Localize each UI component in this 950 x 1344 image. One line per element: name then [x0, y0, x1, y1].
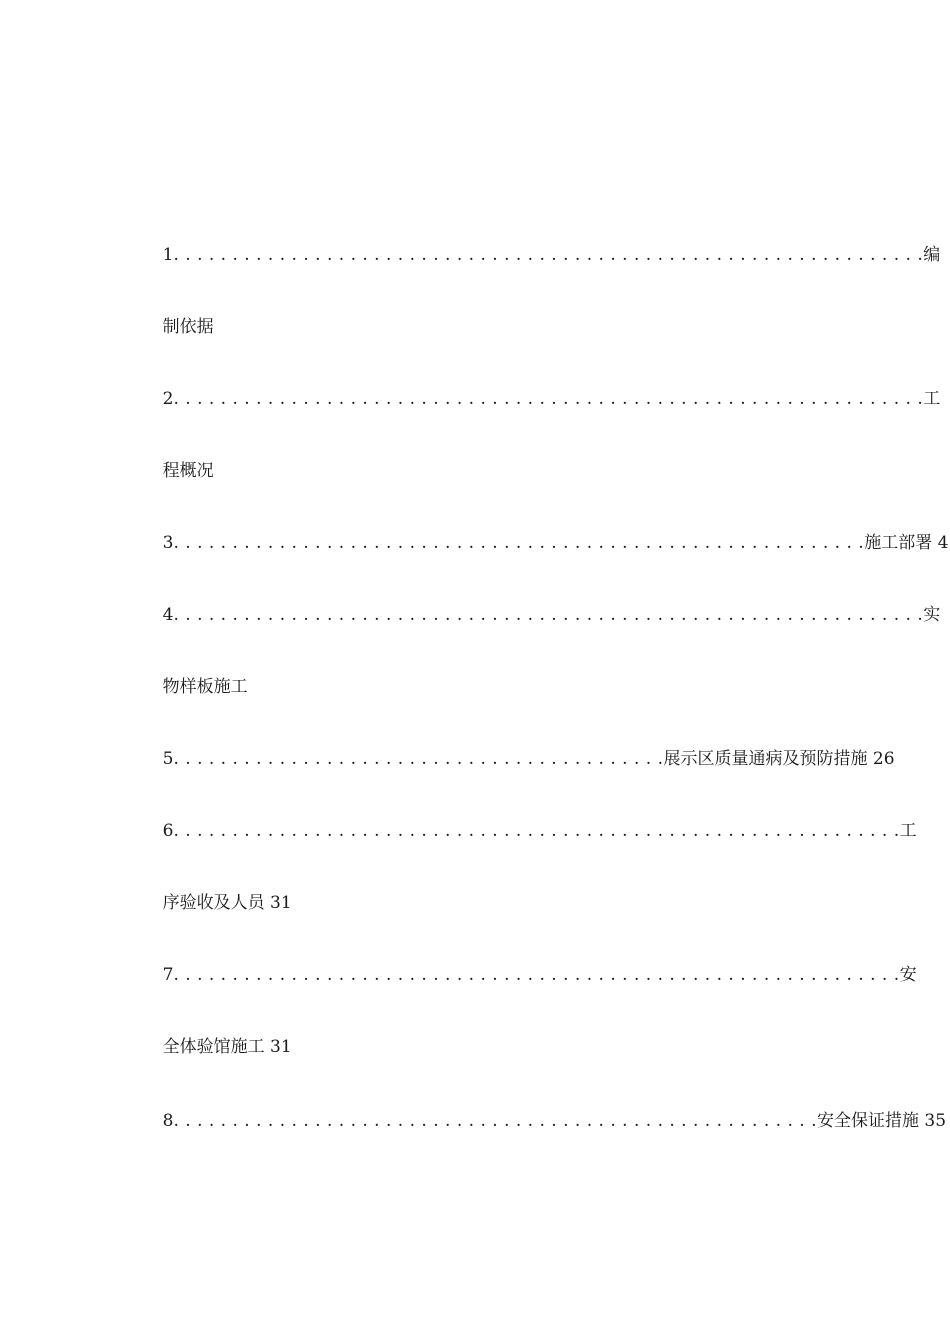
toc-leader-dots: . . . . . . . . . . . . . . . . . . . . . . . . . . . . . . . . . . . . . . . . . . . . . . . . . . . . . . . . . . . . . . [173, 821, 900, 841]
toc-entry-title: 工 [923, 389, 941, 409]
toc-leader-dots: . . . . . . . . . . . . . . . . . . . . . . . . . . . . . . . . . . . . . . . . . . . . . . . . . . . . . . . . . . . . . . . . [173, 605, 924, 625]
toc-entry-7[interactable] [141, 942, 917, 1008]
toc-entry-title-continued: 全体验馆施工 31 [162, 1037, 292, 1057]
toc-entry-2-wrap[interactable] [141, 438, 214, 504]
toc-entry-7-wrap[interactable] [141, 1014, 292, 1080]
toc-entry-number: 8 [162, 1111, 174, 1131]
toc-entry-title: 展示区质量通病及预防措施 26 [663, 749, 895, 769]
toc-entry-number: 7 [162, 965, 174, 985]
toc-leader-dots: . . . . . . . . . . . . . . . . . . . . . . . . . . . . . . . . . . . . . . . . . . . . . . . . . . . . . . . . . . . . . . . . [173, 389, 924, 409]
toc-entry-3[interactable] [141, 510, 948, 576]
toc-entry-8[interactable] [141, 1088, 946, 1154]
toc-entry-4[interactable] [141, 582, 940, 648]
toc-entry-6[interactable] [141, 798, 917, 864]
toc-entry-number: 5 [162, 749, 174, 769]
toc-entry-2[interactable] [141, 366, 940, 432]
toc-entry-number: 4 [162, 605, 174, 625]
toc-leader-dots: . . . . . . . . . . . . . . . . . . . . . . . . . . . . . . . . . . . . . . . . . . . . . . . . . . . . . . . [173, 1111, 817, 1131]
toc-entry-4-wrap[interactable] [141, 654, 248, 720]
toc-entry-title-continued: 制依据 [162, 317, 214, 337]
toc-leader-dots: . . . . . . . . . . . . . . . . . . . . . . . . . . . . . . . . . . . . . . . . . . . . . . . . . . . . . . . . . . . [173, 533, 865, 553]
toc-entry-number: 1 [162, 245, 174, 265]
toc-entry-number: 6 [162, 821, 174, 841]
toc-entry-title: 编 [923, 245, 941, 265]
toc-leader-dots: . . . . . . . . . . . . . . . . . . . . . . . . . . . . . . . . . . . . . . . . . . . . . . . . . . . . . . . . . . . . . . [173, 965, 900, 985]
toc-entry-title-continued: 序验收及人员 31 [162, 893, 292, 913]
toc-entry-title-continued: 物样板施工 [162, 677, 248, 697]
toc-leader-dots: . . . . . . . . . . . . . . . . . . . . . . . . . . . . . . . . . . . . . . . . . . . . . . . . . . . . . . . . . . . . . . . . [173, 245, 924, 265]
toc-entry-title: 安全保证措施 35 [816, 1111, 947, 1131]
toc-entry-title: 工 [899, 821, 917, 841]
toc-entry-1-wrap[interactable] [141, 294, 214, 360]
toc-entry-number: 2 [162, 389, 174, 409]
toc-entry-6-wrap[interactable] [141, 870, 292, 936]
toc-entry-1[interactable] [141, 222, 940, 288]
toc-entry-title-continued: 程概况 [162, 461, 214, 481]
toc-leader-dots: . . . . . . . . . . . . . . . . . . . . . . . . . . . . . . . . . . . . . . . . . . [173, 749, 664, 769]
toc-entry-number: 3 [162, 533, 174, 553]
toc-entry-title: 安 [899, 965, 917, 985]
toc-entry-title: 实 [923, 605, 941, 625]
toc-entry-title: 施工部署 4 [864, 533, 949, 553]
toc-entry-5[interactable] [141, 726, 895, 792]
